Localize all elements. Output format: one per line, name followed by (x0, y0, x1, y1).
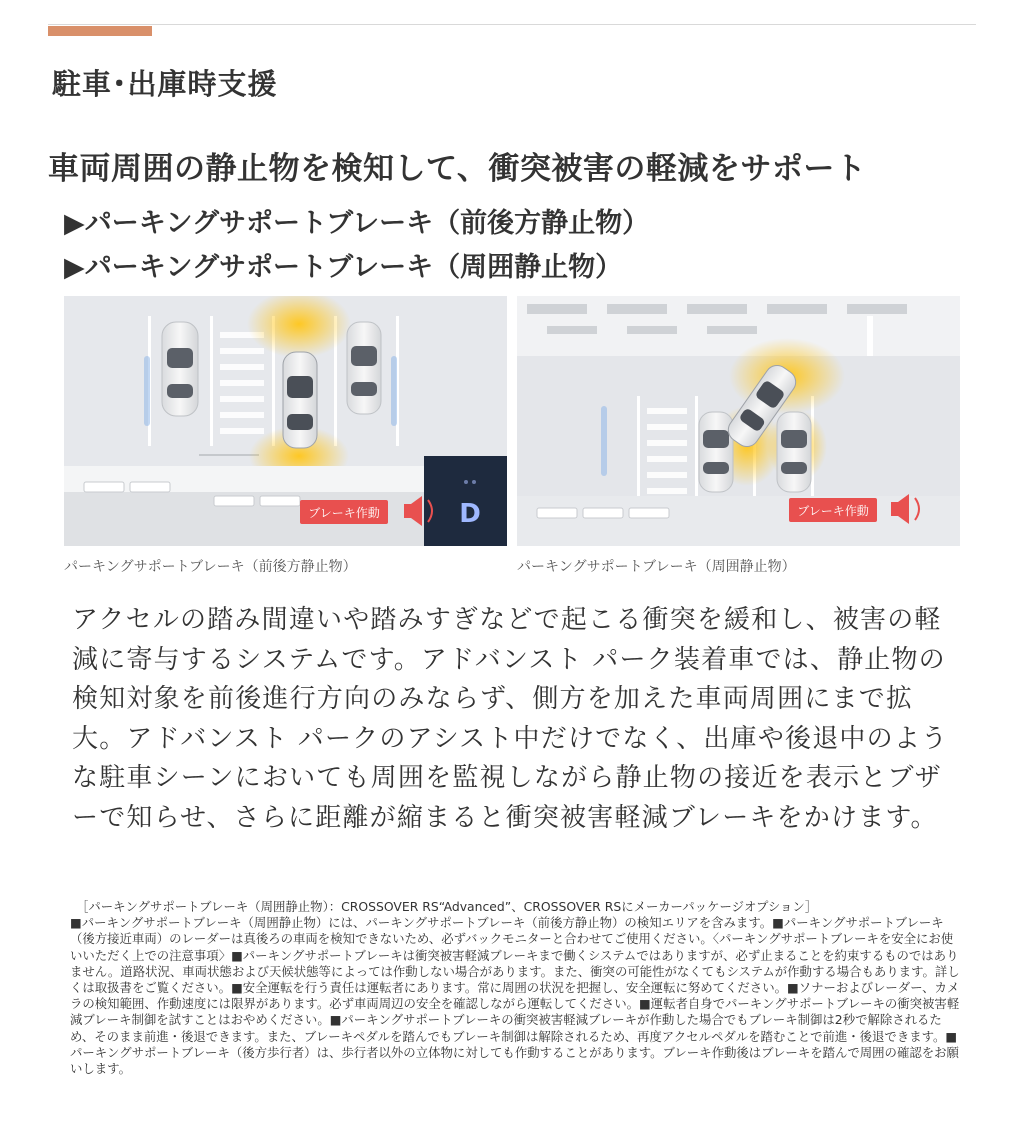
notes-body: ■パーキングサポートブレーキ（周囲静止物）には、パーキングサポートブレーキ（前後方静止物）の検知エリアを含みます。■パーキングサポートブレーキ（後方接近車両）のレーダーは真後ろの車両を検知できないため、必ずバックモニターと合わせてご使用ください。〈パーキングサポートブレーキを安全にお使いいただく上での注意事項〉■パーキングサポートブレーキは衝突被害軽減ブレーキまで働くシステムではありますが、必ず止まることを約束するものではありません。道路状況、車両状態および天候状態等によっては作動しない場合があります。また、衝突の可能性がなくてもシステムが作動する場合もあります。詳しくは取扱書をご覧ください。■安全運転を行う責任は運転者にあります。常に周囲の状況を把握し、安全運転に努めてください。■ソナーおよびレーダー、カメラの検知範囲、作動速度には限界があります。必ず車両周辺の安全を確認しながら運転してください。■運転者自身でパーキングサポートブレーキの衝突被害軽減ブレーキ制御を試すことはおやめください。■パーキングサポートブレーキの衝突被害軽減ブレーキが作動した場合でもブレーキ制御は2秒で解除されるため、そのまま前進・後退できます。また、ブレーキペダルを踏んでもブレーキ制御は解除されるため、再度アクセルペダルを踏むことで前進・後退できます。■パーキングサポートブレーキ（後方歩行者）は、歩行者以外の立体物に対しても作動することがあります。ブレーキ作動後はブレーキを踏んで周囲の確認をお願いします。 (70, 915, 960, 1077)
notes-header: ［パーキングサポートブレーキ（周囲静止物）：CROSSOVER RS“Advanced”、CROSSOVER RSにメーカーパッケージオプション］ (76, 899, 818, 914)
section-title: 駐車･出庫時支援 (52, 67, 278, 101)
feature-item-front-rear: ▶パーキングサポートブレーキ（前後方静止物） (64, 208, 650, 239)
feature-headline: 車両周囲の静止物を検知して、衝突被害の軽減をサポート (48, 151, 867, 187)
feature-description: アクセルの踏み間違いや踏みすぎなどで起こる衝突を緩和し、被害の軽減に寄与するシステムです。アドバンスト パーク装着車では、静止物の検知対象を前後進行方向のみならず、側方を加えた車両周囲にまで拡大。アドバンスト パークのアシスト中だけでなく、出庫や後退中のような駐車シーンにおいても周囲を監視しながら静止物の接近を表示とブザーで知らせ、さらに距離が縮まると衝突被害軽減ブレーキをかけます。 (72, 605, 949, 833)
feature-item-surrounding: ▶パーキングサポートブレーキ（周囲静止物） (64, 252, 623, 283)
gear-indicator: D (459, 499, 481, 529)
figure-caption-front-rear: パーキングサポートブレーキ（前後方静止物） (64, 559, 357, 575)
figure-front-rear (64, 296, 507, 546)
figure-surrounding (517, 296, 960, 546)
section-accent-bar (48, 26, 152, 36)
disclaimer-notes (70, 899, 962, 1077)
brake-badge-label: ブレーキ作動 (797, 504, 869, 518)
top-divider (48, 24, 976, 25)
brake-badge-label: ブレーキ作動 (308, 506, 380, 520)
figure-caption-surrounding: パーキングサポートブレーキ（周囲静止物） (517, 559, 796, 575)
